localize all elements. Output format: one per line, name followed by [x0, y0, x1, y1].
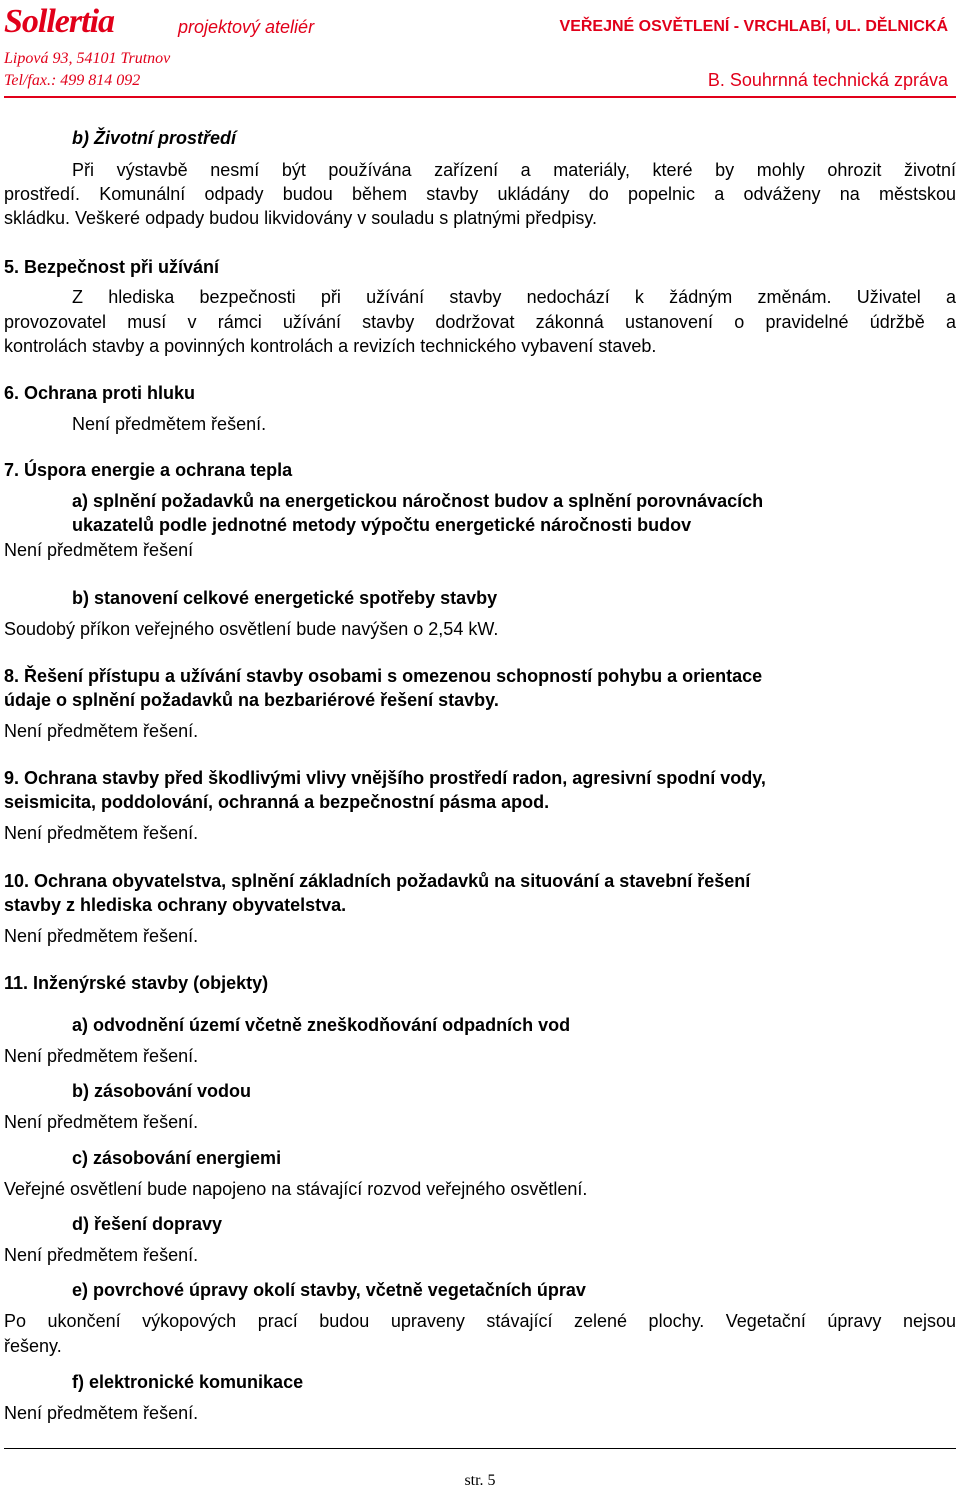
- section-b-line-3: skládku. Veškeré odpady budou likvidovány v souladu s platnými předpisy.: [4, 208, 598, 228]
- section-7b-text: Soudobý příkon veřejného osvětlení bude navýšen o 2,54 kW.: [4, 619, 499, 639]
- section-b-line-2: prostředí. Komunální odpady budou během stavby ukládány do popelnic a odváženy na městskou: [4, 184, 956, 204]
- header-divider: [4, 96, 956, 98]
- section-11f-title: f) elektronické komunikace: [72, 1372, 304, 1392]
- page-number: str. 5: [464, 1472, 496, 1489]
- section-7a-line-1: a) splnění požadavků na energetickou náročnost budov a splnění porovnávacích: [72, 491, 764, 511]
- section-11e-title: e) povrchové úpravy okolí stavby, včetně vegetačních úprav: [72, 1280, 586, 1300]
- section-9-text: Není předmětem řešení.: [4, 823, 199, 843]
- section-11c-text: Veřejné osvětlení bude napojeno na stávající rozvod veřejného osvětlení.: [4, 1179, 588, 1199]
- section-11d-title: d) řešení dopravy: [72, 1214, 223, 1234]
- section-7-title: 7. Úspora energie a ochrana tepla: [4, 460, 293, 480]
- section-5-line-3: kontrolách stavby a povinných kontrolách a revizích technického vybavení staveb.: [4, 336, 657, 356]
- section-10-line-2: stavby z hlediska ochrany obyvatelstva.: [4, 895, 347, 915]
- section-10-text: Není předmětem řešení.: [4, 926, 199, 946]
- section-11e-line-2: řešeny.: [4, 1336, 62, 1356]
- section-6-title: 6. Ochrana proti hluku: [4, 383, 196, 403]
- section-11-title: 11. Inženýrské stavby (objekty): [4, 973, 269, 993]
- section-6-text: Není předmětem řešení.: [72, 414, 267, 434]
- section-7a-line-2: ukazatelů podle jednotné metody výpočtu energetické náročnosti budov: [72, 515, 692, 535]
- section-7b-title: b) stanovení celkové energetické spotřeby stavby: [72, 588, 498, 608]
- section-7a-text: Není předmětem řešení: [4, 540, 194, 560]
- section-10-line-1: 10. Ochrana obyvatelstva, splnění základních požadavků na situování a stavební řešení: [4, 871, 751, 891]
- section-11a-title: a) odvodnění území včetně zneškodňování odpadních vod: [72, 1015, 571, 1035]
- atelier-label: projektový ateliér: [178, 17, 315, 37]
- section-8-line-1: 8. Řešení přístupu a užívání stavby osobami s omezenou schopností pohybu a orientace: [4, 666, 763, 686]
- section-b-title: b) Životní prostředí: [72, 128, 236, 148]
- project-title: VEŘEJNÉ OSVĚTLENÍ - VRCHLABÍ, UL. DĚLNICKÁ: [559, 18, 948, 35]
- section-5-line-1: Z hlediska bezpečnosti při užívání stavby nedochází k žádným změnám. Uživatel a: [72, 287, 956, 307]
- section-9-line-1: 9. Ochrana stavby před škodlivými vlivy vnějšího prostředí radon, agresivní spodní vody,: [4, 768, 766, 788]
- report-title: B. Souhrnná technická zpráva: [707, 70, 948, 90]
- section-11c-title: c) zásobování energiemi: [72, 1148, 282, 1168]
- section-11b-text: Není předmětem řešení.: [4, 1112, 199, 1132]
- section-9-line-2: seismicita, poddolování, ochranná a bezpečnostní pásma apod.: [4, 792, 550, 812]
- section-5-line-2: provozovatel musí v rámci užívání stavby dodržovat zákonná ustanovení o pravidelné údržbě a: [4, 312, 956, 332]
- section-11f-text: Není předmětem řešení.: [4, 1403, 199, 1423]
- section-11e-line-1: Po ukončení výkopových prací budou upraveny stávající zelené plochy. Vegetační úpravy nejsou: [4, 1311, 956, 1331]
- company-phone: Tel/fax.: 499 814 092: [4, 72, 141, 89]
- section-11b-title: b) zásobování vodou: [72, 1081, 252, 1101]
- section-11a-text: Není předmětem řešení.: [4, 1046, 199, 1066]
- section-b-line-1: Při výstavbě nesmí být používána zařízení a materiály, které by mohly ohrozit životní: [72, 160, 956, 180]
- section-5-title: 5. Bezpečnost při užívání: [4, 257, 220, 277]
- company-logo: Sollertia: [4, 3, 115, 40]
- section-8-text: Není předmětem řešení.: [4, 721, 199, 741]
- section-8-line-2: údaje o splnění požadavků na bezbariérové řešení stavby.: [4, 690, 499, 710]
- company-address: Lipová 93, 54101 Trutnov: [4, 50, 171, 67]
- section-11d-text: Není předmětem řešení.: [4, 1245, 199, 1265]
- footer-divider: [4, 1448, 956, 1449]
